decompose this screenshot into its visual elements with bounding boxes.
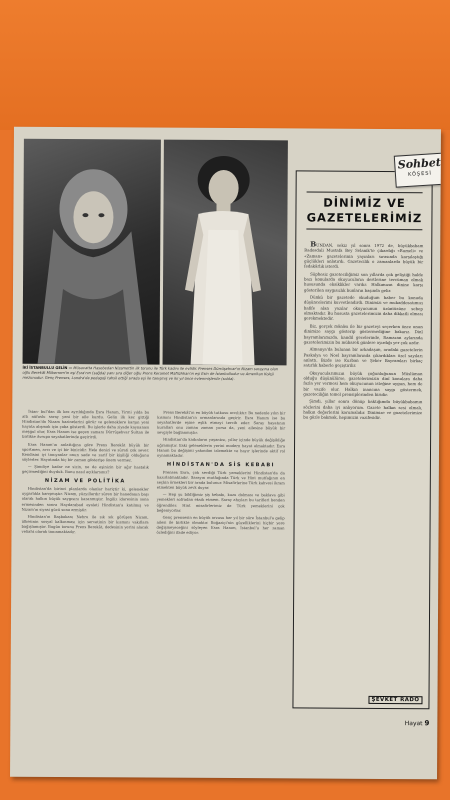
paragraph: — Şimdiye kadar ne sizin, ne de eşinizin bir ağır hastalık geçirmediğini duyduk. Bunu nasıl açıklarsınız? bbox=[21, 464, 149, 475]
caption-lead: İKİ İSTANBULLU GELİN — bbox=[22, 365, 73, 371]
paragraph: Süphesiz gazeteciliğimiz son yıllarda çok geliştiği halde bazı konularda okuyucuların dertlerine tercüman olmak hususunda eksiklikler vardır. Halkımızın dinine karşı gösterilen saygısızlık bunların başında gelir. bbox=[303, 271, 424, 293]
magazine-name: Hayat bbox=[404, 720, 423, 728]
paragraph-text: UNDAN, sekiz yıl sonra 1972 de, büyükbabam Radosdali Mustafa Bey Selanik'te çıkardığı «Rumeli» ve «Zaman» gazetelerinin yayınları sırasında karşılaştığı güçlükleri anlatırdı. Gazetecilik o zamanlarda büyük bir fedakârlık isterdi. bbox=[304, 242, 424, 270]
magazine-page bbox=[10, 127, 441, 780]
paragraph: Prenses Esra, çok sevdiği Türk yemeklerini Hindistan'da da hazırlatmaktadır. Sarayın mutfağında Türk ve Hint mutfağının en seçkin örnekleri bir arada bulunur. Misafirlerine Türk kahvesi ikram etmekten büyük zevk duyar. bbox=[156, 470, 285, 491]
page-number bbox=[405, 719, 430, 727]
article-column-1 bbox=[21, 410, 149, 538]
paragraph: Dünkü bir gazetede okuduğum haber bu konuda düşüncelerimi kuvvetlendirdi. Dinimizi ve mukaddesatımızı hafife alan yazılar okuyucunun üzüntüsüne sebep olmaktadır. Bu hususta gazetelerimizin daha dikkatli olması gerekmektedir. bbox=[303, 294, 423, 322]
page-number-value: 9 bbox=[424, 719, 430, 728]
photo-bride-headscarf bbox=[23, 139, 161, 365]
paragraph: Esra Hanım'ın anlattığına göre Prens Berekât büyük bir sportmen, avcı ve iyi bir binicidir. Hele denizi ve sürati çok sever. Kendisini iyi tanıyanlar onun sade ve zarif bir kişiliği olduğunu söylerler. Hayatında hiç bir zaman gösterişe önem vermez. bbox=[21, 442, 150, 463]
column-title: DİNİMİZ VE GAZETELERİMİZ bbox=[306, 191, 422, 230]
orange-background bbox=[0, 0, 450, 130]
article-column-2 bbox=[156, 411, 285, 539]
paragraph: Hindistan'da birinci planlarda olanlar hariçtir ki, gelenekler uygarlıkla karışmıştır. Nizam, yüzyıllardır süren bir hanedanın başı olarak halkın büyük saygısını kazanmıştır. İngiliz idaresinin sona ermesinden sonra Haydarabad eyaleti Hindistan'a katılmış ve Nizam'ın siyasi gücü sona ermiştir. bbox=[21, 487, 149, 512]
sohbet-kosesi-box bbox=[292, 155, 441, 709]
section-heading-kebab: HİNDİSTAN'DA SİS KEBABI bbox=[166, 461, 276, 469]
woman-portrait-icon bbox=[23, 139, 161, 365]
paragraph: Biz, gerçek mânâsı ile bir gazeteyi seçerken önce onun dinimize saygı gösterip göstermediğine bakarız. Dinî bayramlarımızda, kandil gecelerinde, Ramazan aylarında gazetelerimizin bu mübarek günlere ayırdığı yer çok azdır. bbox=[303, 323, 423, 346]
column-body bbox=[303, 241, 423, 422]
author-signature: ŞEVKET RADO bbox=[368, 696, 422, 704]
paragraph: Prens Berekât'ın en büyük tutkusu avcılıktır. Bu nedenle yılın bir kısmını Hindistan'ın ormanlarında geçirir. Esra Hanım ise bu seyahatlerde eşine eşlik etmeyi tercih eder. Saray hayatının kuralları onu zaman zaman yorsa da, yeni ailesine büyük bir sevgiyle bağlanmıştır. bbox=[157, 410, 286, 436]
photo-caption bbox=[22, 366, 286, 383]
paragraph: Hindistan'ın Başbakanı Nehru ile sık sık görüşen Nizam, ülkesinin sosyal kalkınması için servetinin bir kısmını vakıflara bağışlamıştır. Bugün torunu Prens Berekât, dedesinin yerini alacak veliaht olarak tanınmaktadır. bbox=[21, 514, 149, 535]
paragraph bbox=[304, 241, 423, 269]
dropcap: B bbox=[310, 239, 317, 249]
paragraph: Genç prensesin en büyük arzusu her yıl bir süre İstanbul'a gelip ailesi ile birlikte olmaktır. Boğaziçi'nin güzelliklerini hiçbir yere değişmeyeceğini söyleyen Esra Hanım, İstanbul'u her zaman özlediğini ifade ediyor. bbox=[156, 515, 285, 535]
paragraph: Şimdi, yıllar sonra dönüp baktığımda büyükbabamın sözlerini daha iyi anlıyorum. Gazete halkın sesi olmalı, halkın değerlerini korumalıdır. Dinimize ve gazetelerimize bu gözle bakmak, hepimizin vazifesidir. bbox=[303, 398, 423, 421]
badge-title: Sohbet bbox=[397, 155, 441, 172]
photo-bride-gown bbox=[163, 140, 288, 366]
badge-subtitle: KÖŞESİ bbox=[407, 170, 433, 178]
woman-standing-icon bbox=[163, 140, 288, 366]
sohbet-badge bbox=[394, 153, 441, 188]
paragraph: Hindistan'da kadınların yaşantısı, yıllar içinde büyük değişikliğe uğramıştır. Eski geleneklerin yerini modern hayat almaktadır. Esra Hanım bu değişimi yakından izlemekte ve hayır işlerinde aktif rol oynamaktadır. bbox=[156, 438, 286, 458]
paragraph: Almanya'da bulunan bir arkadaşım, oradaki gazetelerin Paskalya ve Noel bayramlarında çıkardıkları özel sayıları anlattı. Bizde ise Kurban ve Şeker Bayramları birkaç satırlık haberle geçiştirilir. bbox=[303, 346, 423, 369]
paragraph: İstan- bul'dan ilk kez ayrıldığında Esra Hanım, Yirmi yılda bu altı nüfuslu saray yeni bir aile kurdu. Gelin ilk kez gittiği Hindistan'da Nizam hazinelerini görür ve geleneklere karşın yeni hayata alışmak için çaba gösterdi. Bu işlerle daha ziyade kaynanası meşgul olur, Esra Hanım ise geçen zamanı Dürrüşehvar Sultan ile birlikte Avrupa seyahatlerinde geçirirdi. bbox=[22, 409, 150, 440]
caption-text: Müsavatta Hasebedan Nizamettin ilk torunu ile Türk kadını ile evlidir. Prenses Dürrüşehvar'ın Nizam sarayına olan oğlu Berekât Mükerrem'in eşi Esra'nın (sağda) yanı sıra diğer oğlu Prens Keramet Mafiizhhan'ın eşi Esin de İstanbulludur ve Amerikan Koleji mezunudur. Genç Prenses, Londra'da pedagoji tahsil ettiği sırada eşi ile tanışmış ve iki yıl önce evlenmişlerdir (solda). bbox=[22, 366, 279, 382]
paragraph: — Hep şu bildiğimiz şiş kebabı, kuzu dolması ve baklava gibi yemekleri sofradan eksik etmem. Saray ahçıları bu tarifleri benden öğrendiler. Hint misafirlerimiz de Türk yemeklerini çok beğeniyorlar. bbox=[156, 492, 285, 513]
paragraph: Okuyucularımızın büyük çoğunluğunun Müslüman olduğu düşünülürse, gazetelerimizin dinî konulara daha fazla yer vermesi hem okuyucunun isteğine uygun, hem de bir vazife olur. Halkın inancına saygı göstermek, gazeteciliğin temel prensiplerinden biridir. bbox=[303, 370, 423, 397]
section-heading-nizam: NİZAM VE POLİTİKA bbox=[44, 478, 126, 485]
